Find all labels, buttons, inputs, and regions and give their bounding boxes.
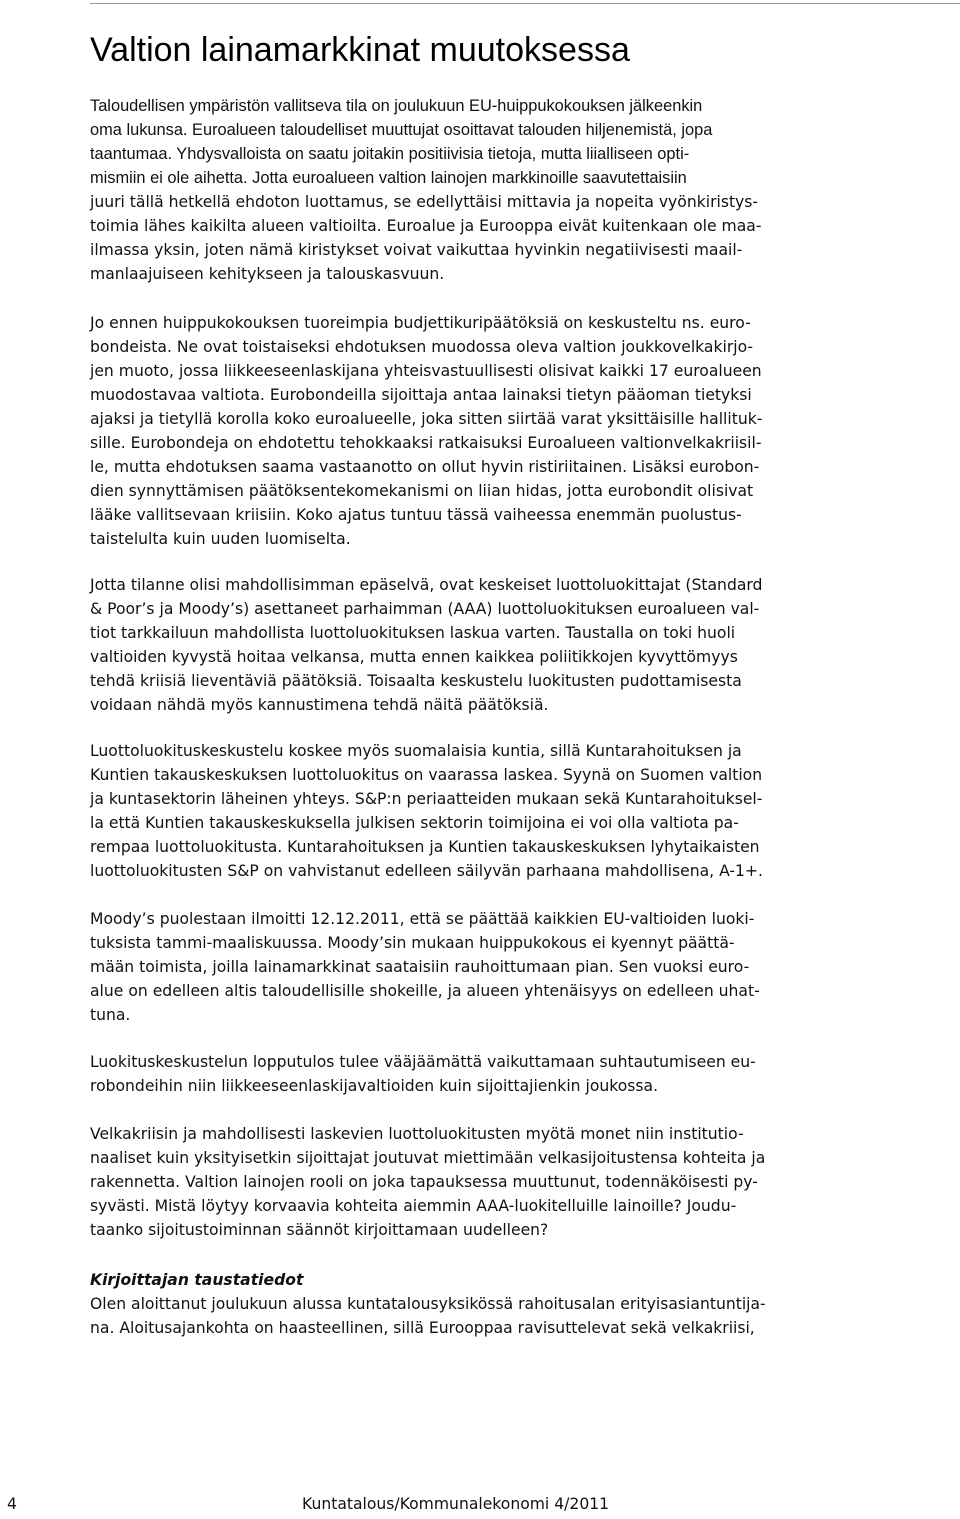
text-line: la että Kuntien takauskeskuksella julkisen sektorin toimijoina ei voi olla valtiota pa- xyxy=(90,814,739,832)
text-line: robondeihin niin liikkeeseenlaskijavaltioiden kuin sijoittajienkin joukossa. xyxy=(90,1077,659,1095)
text-line: dien synnyttämisen päätöksentekomekanismi on liian hidas, jotta eurobondit olisivat xyxy=(90,482,754,500)
text-line: voidaan nähdä myös kannustimena tehdä näitä päätöksiä. xyxy=(90,696,549,714)
publication-name: Kuntatalous/Kommunalekonomi 4/2011 xyxy=(302,1495,610,1513)
text-line: juuri tällä hetkellä ehdoton luottamus, se edellyttäisi mittavia ja nopeita vyönkiristys- xyxy=(90,193,759,211)
header-rule xyxy=(90,3,960,4)
text-line: Kuntien takauskeskuksen luottoluokitus on vaarassa laskea. Syynä on Suomen valtion xyxy=(90,766,763,784)
text-line: tuna. xyxy=(90,1006,131,1024)
text-line: jen muoto, jossa liikkeeseenlaskijana yhteisvastuullisesti olisivat kaikki 17 euroalueen xyxy=(90,362,762,380)
text-line: taistelulta kuin uuden luomiselta. xyxy=(90,530,351,548)
paragraph-2 xyxy=(90,311,762,551)
text-line: lääke vallitsevaan kriisiin. Koko ajatus tuntuu tässä vaiheessa enemmän puolustus- xyxy=(90,506,742,524)
text-line: na. Aloitusajankohta on haasteellinen, sillä Eurooppaa ravisuttelevat sekä velkakriisi, xyxy=(90,1319,755,1337)
text-line: Velkakriisin ja mahdollisesti laskevien luottoluokitusten myötä monet niin institutio- xyxy=(90,1125,744,1143)
text-line: Jotta tilanne olisi mahdollisimman epäselvä, ovat keskeiset luottoluokittajat (Standard xyxy=(90,576,763,594)
text-line: syvästi. Mistä löytyy korvaavia kohteita aiemmin AAA-luokitelluille lainoille? Joudu- xyxy=(90,1197,737,1215)
text-line: taanko sijoitustoiminnan säännöt kirjoittamaan uudelleen? xyxy=(90,1221,549,1239)
text-line: luottoluokitusten S&P on vahvistanut edelleen säilyvän parhaana mahdollisena, A-1+. xyxy=(90,862,763,880)
text-line: ilmassa yksin, joten nämä kiristykset voivat vaikuttaa hyvinkin negatiivisesti maail- xyxy=(90,241,743,259)
author-section-text xyxy=(90,1292,766,1340)
text-line: taantumaa. Yhdysvalloista on saatu joitakin positiivisia tietoja, mutta liialliseen opti- xyxy=(90,145,690,163)
text-line: & Poor’s ja Moody’s) asettaneet parhaimman (AAA) luottoluokituksen euroalueen val- xyxy=(90,600,760,618)
author-section-heading: Kirjoittajan taustatiedot xyxy=(90,1271,304,1289)
paragraph-6 xyxy=(90,1050,756,1098)
text-line: Luottoluokituskeskustelu koskee myös suomalaisia kuntia, sillä Kuntarahoituksen ja xyxy=(90,742,742,760)
text-line: le, mutta ehdotuksen saama vastaanotto on ollut hyvin ristiriitainen. Lisäksi eurobon- xyxy=(90,458,760,476)
text-line: Moody’s puolestaan ilmoitti 12.12.2011, että se päättää kaikkien EU-valtioiden luoki- xyxy=(90,910,755,928)
text-line: bondeista. Ne ovat toistaiseksi ehdotuksen muodossa oleva valtion joukkovelkakirjo- xyxy=(90,338,754,356)
text-line: valtioiden kyvystä hoitaa velkansa, mutta ennen kaikkea poliitikkojen kyvyttömyys xyxy=(90,648,738,666)
text-line: naaliset kuin yksityisetkin sijoittajat joutuvat miettimään velkasijoitustensa kohteita ja xyxy=(90,1149,766,1167)
page-number: 4 xyxy=(7,1495,17,1513)
paragraph-3 xyxy=(90,573,762,717)
text-line: manlaajuiseen kehitykseen ja talouskasvuun. xyxy=(90,265,445,283)
text-line: Taloudellisen ympäristön vallitseva tila on joulukuun EU-huippukokouksen jälkeenkin xyxy=(90,97,703,115)
paragraph-1 xyxy=(90,94,762,286)
text-line: rempaa luottoluokitusta. Kuntarahoituksen ja Kuntien takauskeskuksen lyhytaikaisten xyxy=(90,838,760,856)
text-line: toimia lähes kaikilta alueen valtioilta. Euroalue ja Eurooppa eivät kuitenkaan ole maa- xyxy=(90,217,762,235)
paragraph-5 xyxy=(90,907,760,1027)
text-line: rakennetta. Valtion lainojen rooli on joka tapauksessa muuttunut, todennäköisesti py- xyxy=(90,1173,758,1191)
text-line: mismiin ei ole aihetta. Jotta euroalueen valtion lainojen markkinoille saavutettaisiin xyxy=(90,169,687,187)
article-title: Valtion lainamarkkinat muutoksessa xyxy=(90,31,630,69)
text-line: ajaksi ja tietyllä korolla koko euroalueelle, joka sitten siirtää varat yksittäisille hallituk- xyxy=(90,410,763,428)
text-line: tuksista tammi-maaliskuussa. Moody’sin mukaan huippukokous ei kyennyt päättä- xyxy=(90,934,735,952)
text-line: mään toimista, joilla lainamarkkinat saataisiin rauhoittumaan pian. Sen vuoksi euro- xyxy=(90,958,750,976)
text-line: tiot tarkkailuun mahdollista luottoluokituksen laskua varten. Taustalla on toki huoli xyxy=(90,624,736,642)
text-line: Olen aloittanut joulukuun alussa kuntatalousyksikössä rahoitusalan erityisasiantuntija- xyxy=(90,1295,766,1313)
text-line: muodostavaa valtiota. Eurobondeilla sijoittaja antaa lainaksi tietyn pääoman tietyksi xyxy=(90,386,752,404)
text-line: tehdä kriisiä lieventäviä päätöksiä. Toisaalta keskustelu luokitusten pudottamisesta xyxy=(90,672,742,690)
paragraph-4 xyxy=(90,739,763,883)
text-line: sille. Eurobondeja on ehdotettu tehokkaaksi ratkaisuksi Euroalueen valtionvelkakriisil- xyxy=(90,434,762,452)
text-line: Jo ennen huippukokouksen tuoreimpia budjettikuripäätöksiä on keskusteltu ns. euro- xyxy=(90,314,751,332)
text-line: ja kuntasektorin läheinen yhteys. S&P:n periaatteiden mukaan sekä Kuntarahoituksel- xyxy=(90,790,763,808)
text-line: Luokituskeskustelun lopputulos tulee vääjäämättä vaikuttamaan suhtautumiseen eu- xyxy=(90,1053,756,1071)
paragraph-7 xyxy=(90,1122,765,1242)
text-line: alue on edelleen altis taloudellisille shokeille, ja alueen yhtenäisyys on edelleen uhat- xyxy=(90,982,760,1000)
text-line: oma lukunsa. Euroalueen taloudelliset muuttujat osoittavat talouden hiljenemistä, jopa xyxy=(90,121,713,139)
